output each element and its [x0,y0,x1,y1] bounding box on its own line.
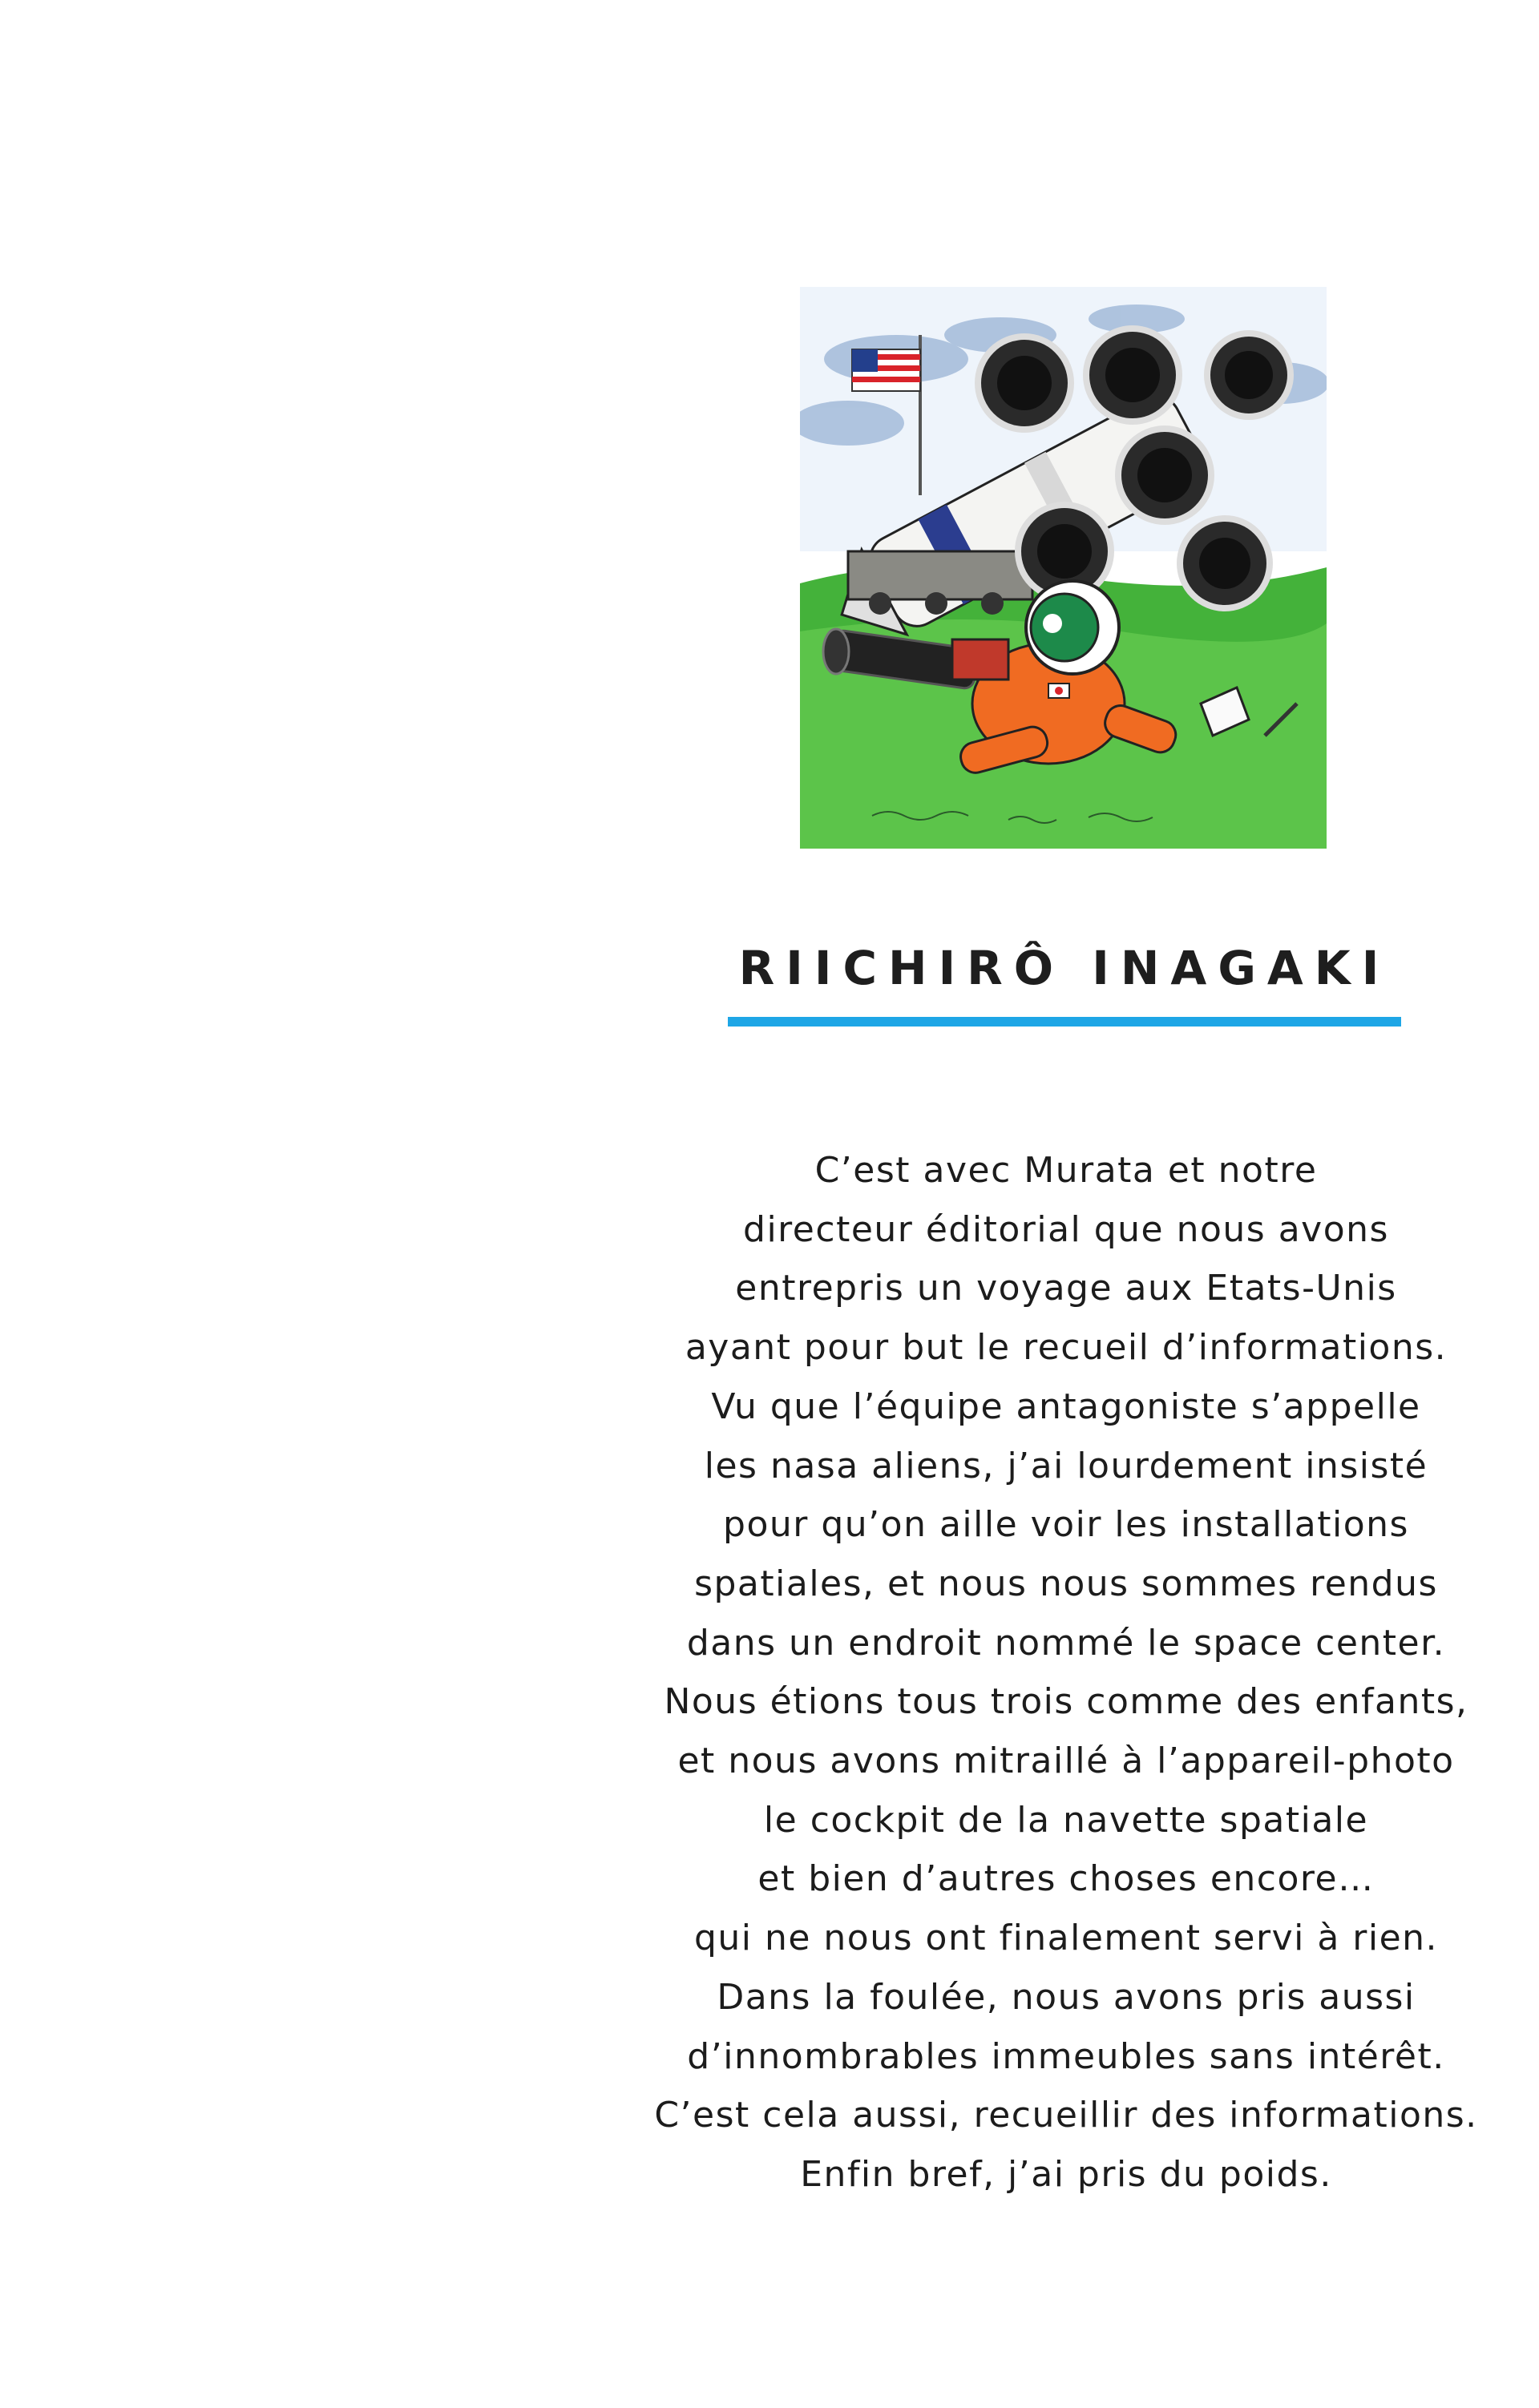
bio-line: ayant pour but le recueil d’informations. [685,1327,1448,1369]
bio-line: Enfin bref, j’ai pris du poids. [800,2153,1332,2195]
bio-line: et nous avons mitraillé à l’appareil-photo [677,1740,1455,1782]
bio-line: pour qu’on aille voir les installations [723,1504,1409,1546]
author-illustration [800,287,1327,849]
bio-line: Dans la foulée, nous avons pris aussi [717,1976,1416,2018]
bio-line: et bien d’autres choses encore… [757,1858,1375,1900]
bio-line: entrepris un voyage aux Etats-Unis [735,1268,1397,1309]
bio-line: Vu que l’équipe antagoniste s’appelle [711,1386,1421,1427]
accent-divider [728,1017,1401,1027]
bio-line: dans un endroit nommé le space center. [686,1622,1446,1664]
rocket-photographer-drawing [800,287,1327,849]
bio-line: le cockpit de la navette spatiale [763,1799,1369,1841]
author-bio [617,1141,1515,2204]
bio-line: C’est cela aussi, recueillir des informations. [654,2095,1478,2136]
bio-line: Nous étions tous trois comme des enfants, [664,1681,1468,1723]
bio-line: qui ne nous ont finalement servi à rien. [693,1918,1439,1959]
bio-line: d’innombrables immeubles sans intérêt. [687,2035,1445,2077]
bio-line: les nasa aliens, j’ai lourdement insisté [704,1445,1428,1486]
author-name: RIICHIRÔ INAGAKI [738,941,1391,995]
flag-icon [852,349,920,391]
bio-line: C’est avec Murata et notre [814,1150,1318,1191]
bio-line: directeur éditorial que nous avons [743,1208,1389,1250]
bio-line: spatiales, et nous nous sommes rendus [694,1563,1438,1604]
